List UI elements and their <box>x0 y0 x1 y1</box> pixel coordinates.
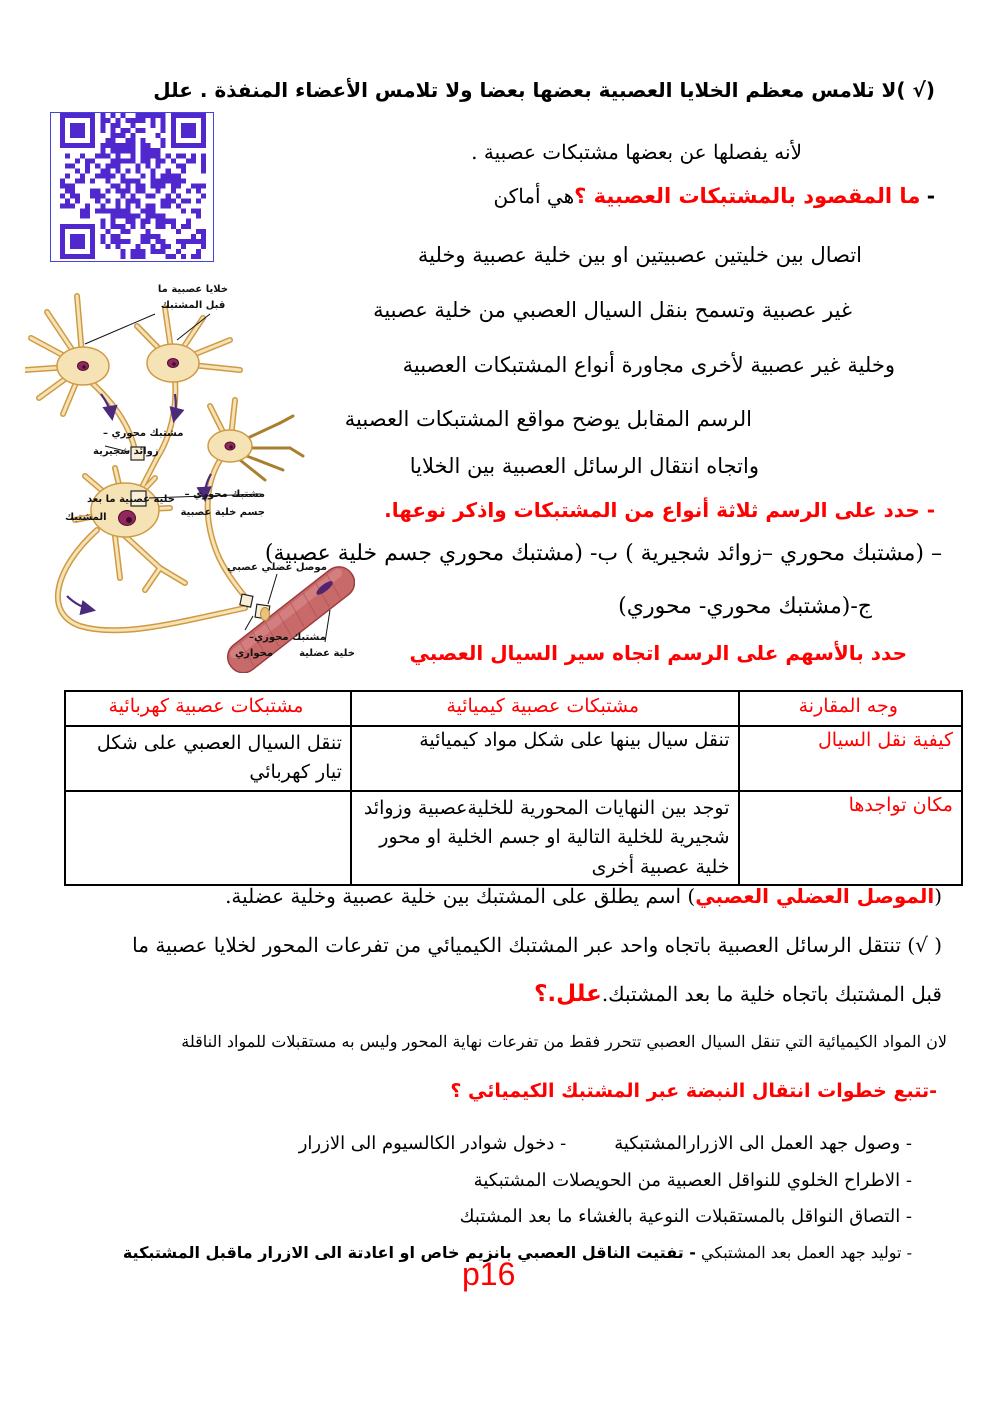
answer-types-a-b: – (مشتبك محوري –زوائد شجيرية ) ب- (مشتبك محوري جسم خلية عصبية) <box>264 541 942 566</box>
cell-electrical-transmission: تنقل السيال العصبي على شكل تيار كهربائي <box>65 726 351 791</box>
label-axosomatic-1: مشتبك محوري – <box>184 489 265 500</box>
cell-aspect-location: مكان تواجدها <box>739 791 962 885</box>
header-electrical: مشتبكات عصبية كهربائية <box>65 691 351 726</box>
step-4a: - توليد جهد العمل بعد المشتبكي <box>701 1243 912 1262</box>
neuromuscular-junction-rest: ) اسم يطلق على المشتبك بين خلية عصبية وخلية عضلية. <box>225 884 696 908</box>
step-4b: - تفتيت الناقل العصبي بانزيم خاص او اعادتة الى الازرار ماقبل المشتبكية <box>122 1243 696 1262</box>
label-presynaptic-cells-2: قبل المشتبك <box>160 300 226 311</box>
one-direction-line-2-black: قبل المشتبك باتجاه خلية ما بعد المشتبك. <box>601 982 942 1006</box>
definition-line-2: غير عصبية وتسمح بنقل السيال العصبي من خلية عصبية <box>373 298 852 322</box>
reason-line: لان المواد الكيميائية التي تنقل السيال العصبي تتحرر فقط من تفرعات نهاية المحور وليس به مستقبلات للمواد الناقلة <box>181 1032 947 1051</box>
one-direction-line-1: ( √) تنتقل الرسائل العصبية باتجاه واحد عبر المشتبك الكيميائي من تفرعات المحور لخلايا عصبية ما <box>132 933 942 957</box>
qr-code-graphic <box>53 113 213 259</box>
cell-aspect-transmission: كيفية نقل السيال <box>739 726 962 791</box>
step-1a: - وصول جهد العمل الى الازرارالمشتبكية <box>614 1133 912 1154</box>
qr-code <box>50 112 214 262</box>
cell-chemical-location: توجد بين النهايات المحورية للخليةعصبية وزوائد شجيرية للخلية التالية او جسم الخلية او محور خلية عصبية أخرى <box>351 791 739 885</box>
comparison-table <box>64 690 963 886</box>
step-4 <box>123 1243 912 1263</box>
table-header-row <box>65 691 962 726</box>
definition-line-3: وخلية غير عصبية لأخرى مجاورة أنواع المشتبكات العصبية <box>402 353 895 377</box>
dash: - <box>926 184 935 208</box>
table-row-location <box>65 791 962 885</box>
neuromuscular-junction-line <box>225 884 942 909</box>
step-3: - التصاق النواقل بالمستقبلات النوعية بالغشاء ما بعد المشتبك <box>459 1206 912 1227</box>
label-axoaxonic-1: مشتبك محوري– <box>249 632 326 643</box>
table-row-transmission <box>65 726 962 791</box>
label-neuromuscular-junction: موصل عضلي عصبي <box>227 562 327 573</box>
label-muscle-cell: خلية عضلية <box>299 648 355 659</box>
statement-no-contact: (√ )لا تلامس معظم الخلايا العصبية بعضها بعضا ولا تلامس الأعضاء المنفذة . علل <box>153 78 935 102</box>
answer-type-c: ج-(مشتبك محوري- محوري) <box>618 594 872 619</box>
synapse-diagram <box>25 278 355 673</box>
header-chemical: مشتبكات عصبية كيميائية <box>351 691 739 726</box>
synapse-diagram-graphic <box>25 278 355 673</box>
figure-caption-1: الرسم المقابل يوضح مواقع المشتبكات العصبية <box>344 407 752 431</box>
figure-caption-2: واتجاه انتقال الرسائل العصبية بين الخلايا <box>409 454 759 478</box>
question-synapse-definition-red: ما المقصود بالمشتبكات العصبية ؟ <box>574 184 921 208</box>
label-axodendritic-2: زوائد شجيرية <box>93 446 159 457</box>
explain-prompt: علل.؟ <box>534 981 602 1007</box>
header-aspect: وجه المقارنة <box>739 691 962 726</box>
label-axoaxonic-2: محواري <box>235 648 274 659</box>
cell-electrical-location <box>65 791 351 885</box>
question-synapse-definition <box>493 183 935 209</box>
instruction-arrows: حدد بالأسهم على الرسم اتجاه سير السيال العصبي <box>409 641 907 665</box>
step-1 <box>299 1133 912 1156</box>
definition-line-1: اتصال بين خليتين عصبيتين او بين خلية عصبية وخلية <box>417 243 862 267</box>
label-presynaptic-cells-1: خلايا عصبية ما <box>157 284 229 295</box>
step-2: - الاطراح الخلوي للنواقل العصبية من الحويصلات المشتبكية <box>473 1170 912 1191</box>
neuromuscular-junction-term: الموصل العضلي العصبي <box>695 884 935 908</box>
one-direction-line-2 <box>534 980 942 1009</box>
answer-start: هي أماكن <box>493 184 575 208</box>
label-axosomatic-2: جسم خلية عصبية <box>180 507 265 518</box>
question-pulse-steps: -تتبع خطوات انتقال النبضة عبر المشتبك الكيميائي ؟ <box>450 1080 937 1102</box>
page-number: p16 <box>462 1256 516 1292</box>
label-postsynaptic-1: خلية عصبية ما بعد <box>87 494 175 505</box>
label-axodendritic-1: مشتبك محوري – <box>103 428 184 439</box>
answer-separated-by-synapses: لأنه يفصلها عن بعضها مشتبكات عصبية . <box>471 140 802 164</box>
label-postsynaptic-2: المشتبك <box>65 512 107 523</box>
label-pointers <box>85 314 330 642</box>
paren-open: ( <box>934 884 942 908</box>
step-1b: - دخول شوادر الكالسيوم الى الازرار <box>298 1133 567 1154</box>
postsynaptic-neuron-body <box>91 483 159 537</box>
question-three-types: - حدد على الرسم ثلاثة أنواع من المشتبكات واذكر نوعها. <box>384 498 935 522</box>
cell-chemical-transmission: تنقل سيال بينها على شكل مواد كيميائية <box>351 726 739 791</box>
